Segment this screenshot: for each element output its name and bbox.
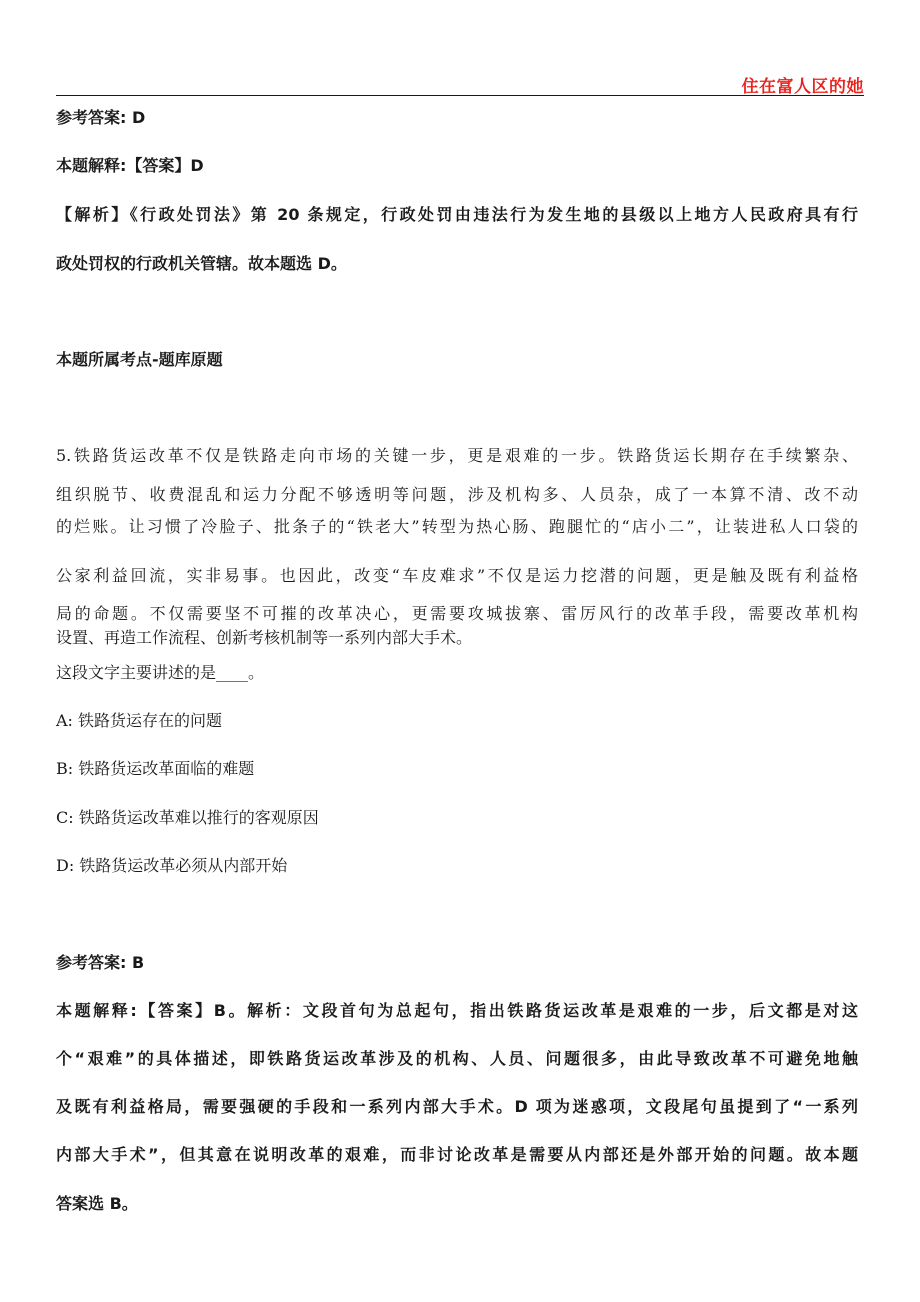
question-prompt: 这段文字主要讲述的是____。 (56, 663, 265, 682)
explanation-title-1: 本题解释:【答案】D (56, 156, 204, 175)
answer-label-1: 参考答案: D (56, 108, 146, 127)
header-divider (56, 95, 864, 96)
question-stem-line-4: 公家利益回流，实非易事。也因此，改变“车皮难求”不仅是运力挖潜的问题，更是触及既有利益格 (56, 566, 858, 585)
option-b: B: 铁路货运改革面临的难题 (56, 759, 255, 778)
header-brand: 住在富人区的她 (741, 77, 864, 97)
explanation-line-1-1: 【解析】《行政处罚法》第 20 条规定，行政处罚由违法行为发生地的县级以上地方人民政府具有行 (56, 205, 858, 224)
option-c: C: 铁路货运改革难以推行的客观原因 (56, 808, 319, 827)
explanation-line-2-5: 答案选 B。 (56, 1194, 138, 1213)
option-d: D: 铁路货运改革必须从内部开始 (56, 856, 288, 875)
question-stem-line-6: 设置、再造工作流程、创新考核机制等一系列内部大手术。 (56, 628, 473, 647)
explanation-line-2-3: 及既有利益格局，需要强硬的手段和一系列内部大手术。D 项为迷惑项，文段尾句虽提到了“一系列 (56, 1097, 858, 1116)
answer-label-2: 参考答案: B (56, 953, 145, 972)
question-stem-line-2: 组织脱节、收费混乱和运力分配不够透明等问题，涉及机构多、人员杂，成了一本算不清、改不动 (56, 485, 858, 504)
question-stem-line-3: 的烂账。让习惯了冷脸子、批条子的“铁老大”转型为热心肠、跑腿忙的“店小二”，让装进私人口袋的 (56, 517, 858, 536)
explanation-line-1-2: 政处罚权的行政机关管辖。故本题选 D。 (56, 254, 347, 273)
question-stem-line-5: 局的命题。不仅需要坚不可摧的改革决心，更需要攻城拔寨、雷厉风行的改革手段，需要改革机构 (56, 604, 858, 623)
explanation-line-2-2: 个“艰难”的具体描述，即铁路货运改革涉及的机构、人员、问题很多，由此导致改革不可避免地触 (56, 1049, 858, 1068)
topic-label: 本题所属考点-题库原题 (56, 350, 223, 369)
question-stem-line-1: 5.铁路货运改革不仅是铁路走向市场的关键一步，更是艰难的一步。铁路货运长期存在手续繁杂、 (56, 446, 858, 465)
explanation-line-2-1: 本题解释:【答案】B。解析：文段首句为总起句，指出铁路货运改革是艰难的一步，后文都是对这 (56, 1001, 858, 1020)
explanation-line-2-4: 内部大手术”，但其意在说明改革的艰难，而非讨论改革是需要从内部还是外部开始的问题。故本题 (56, 1145, 858, 1164)
option-a: A: 铁路货运存在的问题 (56, 711, 223, 730)
